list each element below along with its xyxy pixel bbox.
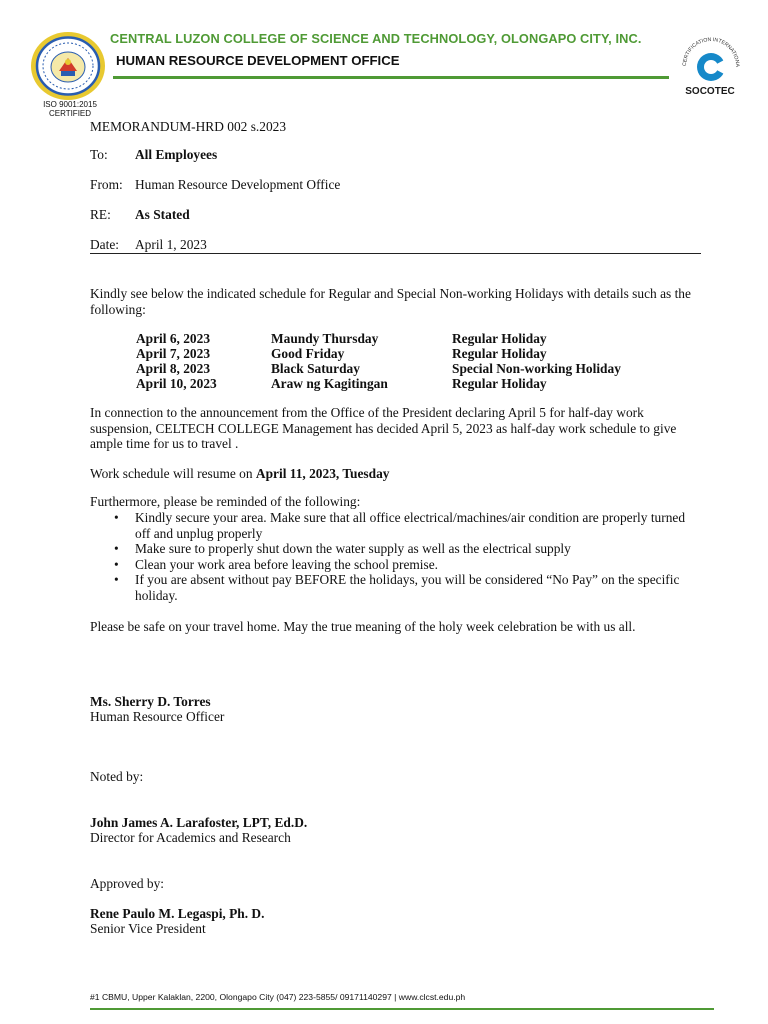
memo-header-divider [90, 253, 701, 254]
bullet-icon: • [114, 541, 119, 556]
reminder-intro: Furthermore, please be reminded of the following: [90, 494, 361, 509]
date-value: April 1, 2023 [135, 237, 207, 252]
list-item [90, 510, 702, 541]
bullet-icon: • [114, 510, 119, 525]
holiday-name: Good Friday [271, 346, 345, 361]
memo-number: MEMORANDUM-HRD 002 s.2023 [90, 119, 287, 134]
reminder-text: Clean your work area before leaving the school premise. [135, 556, 439, 572]
holiday-type: Regular Holiday [452, 376, 547, 391]
approved-by-label: Approved by: [90, 876, 165, 891]
reminder-text: Kindly secure your area. Make sure that all office electrical/machines/air condition are properly turned off and unplug properly [135, 510, 686, 541]
signatory-3-name: Rene Paulo M. Legaspi, Ph. D. [90, 906, 265, 921]
closing-paragraph: Please be safe on your travel home. May the true meaning of the holy week celebration be with us all. [90, 619, 636, 634]
footer-divider [90, 1008, 714, 1010]
resume-paragraph [90, 466, 702, 482]
holiday-date: April 10, 2023 [136, 376, 217, 391]
resume-date: April 11, 2023, Tuesday [255, 466, 390, 481]
re-value: As Stated [135, 207, 190, 222]
holiday-name: Araw ng Kagitingan [271, 376, 388, 391]
list-item [90, 541, 702, 557]
list-item [90, 557, 702, 573]
from-label: From: [90, 177, 123, 192]
holiday-name: Maundy Thursday [271, 331, 379, 346]
office-name: HUMAN RESOURCE DEVELOPMENT OFFICE [116, 53, 400, 68]
socotec-label: SOCOTEC [685, 86, 735, 97]
to-value: All Employees [135, 147, 218, 162]
list-item [90, 572, 702, 603]
memo-from-row [90, 177, 340, 193]
holiday-date: April 7, 2023 [136, 346, 211, 361]
svg-text:CERTIFICATION INTERNATIONAL: CERTIFICATION INTERNATIONA [681, 36, 741, 68]
footer-contact: #1 CBMU, Upper Kalaklan, 2200, Olongapo City (047) 223-5855/ 09171140297 | www.clcst.edu.ph [90, 992, 466, 1002]
college-seal-logo [30, 31, 106, 101]
iso-line-2: CERTIFIED [48, 109, 92, 118]
reminder-text: If you are absent without pay BEFORE the holidays, you will be considered “No Pay” on the specific holiday. [135, 572, 680, 603]
holiday-name: Black Saturday [271, 361, 360, 376]
connection-paragraph: In connection to the announcement from the Office of the President declaring April 5 for half-day work suspension, CELTECH COLLEGE Management has decided April 5, 2023 as half-day work schedule to give ample time for us to travel . [90, 405, 677, 451]
signatory-1-name: Ms. Sherry D. Torres [90, 694, 211, 709]
reminder-text: Make sure to properly shut down the water supply as well as the electrical supply [135, 541, 571, 556]
holiday-type: Special Non-working Holiday [452, 361, 621, 376]
iso-line-1: ISO 9001:2015 [43, 100, 97, 109]
memo-date-row [90, 237, 207, 253]
signatory-3-title: Senior Vice President [90, 921, 206, 936]
re-label: RE: [90, 207, 111, 222]
bullet-icon: • [114, 556, 119, 572]
memo-to-row [90, 147, 217, 163]
holiday-date: April 6, 2023 [136, 331, 211, 346]
to-label: To: [90, 147, 108, 162]
holiday-type: Regular Holiday [452, 331, 547, 346]
noted-by-label: Noted by: [90, 769, 144, 784]
holiday-date: April 8, 2023 [136, 361, 211, 376]
reminder-list [90, 510, 702, 603]
holiday-type: Regular Holiday [452, 346, 547, 361]
memo-re-row [90, 207, 190, 223]
header-divider [113, 76, 669, 79]
bullet-icon: • [114, 572, 119, 587]
holiday-schedule [0, 331, 768, 393]
from-value: Human Resource Development Office [135, 177, 341, 192]
college-name: CENTRAL LUZON COLLEGE OF SCIENCE AND TECHNOLOGY, OLONGAPO CITY, INC. [110, 31, 642, 46]
resume-prefix: Work schedule will resume on [90, 466, 256, 481]
signatory-2-name: John James A. Larafoster, LPT, Ed.D. [90, 815, 308, 830]
signatory-1-title: Human Resource Officer [90, 709, 225, 724]
date-label: Date: [90, 237, 119, 252]
signatory-2-title: Director for Academics and Research [90, 830, 291, 845]
iso-certification-note [28, 100, 112, 118]
intro-paragraph: Kindly see below the indicated schedule for Regular and Special Non-working Holidays with details such as the following: [90, 286, 691, 317]
